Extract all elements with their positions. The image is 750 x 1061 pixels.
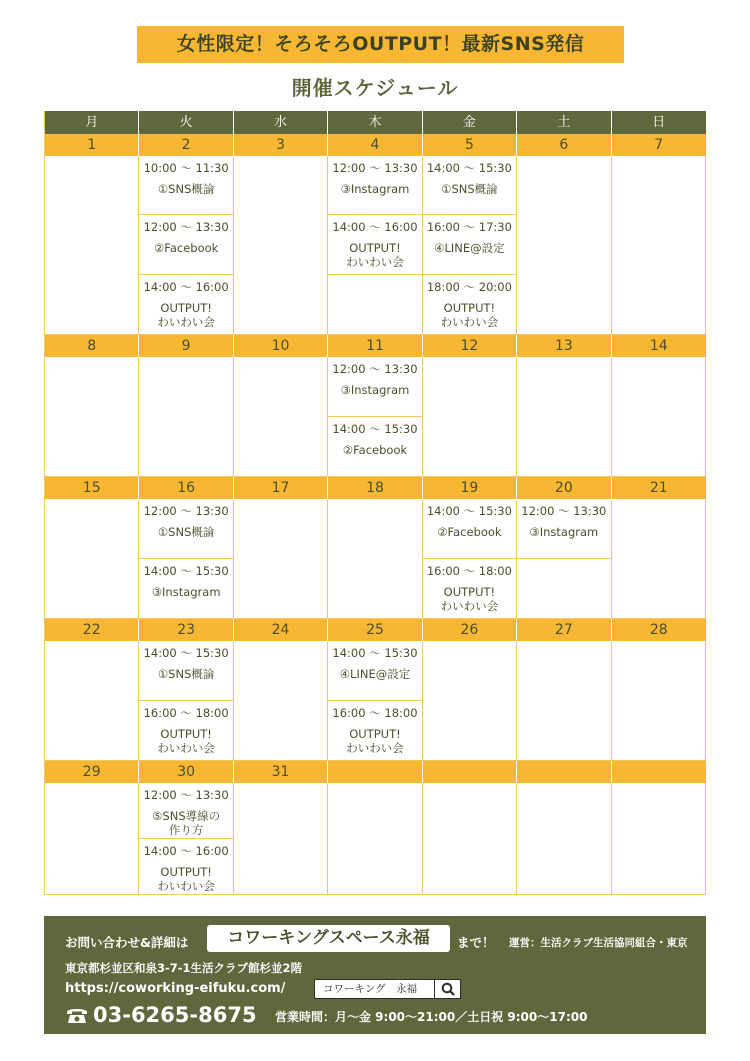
day-cell — [328, 357, 422, 476]
calendar-week — [45, 335, 706, 477]
session-title: ⑤SNS導線の 作り方 — [152, 809, 221, 837]
day-cell — [517, 357, 611, 476]
day-cell — [139, 357, 233, 476]
date-number: 14 — [649, 338, 668, 354]
session-title: OUTPUT! わいわい会 — [440, 584, 499, 613]
week-body — [45, 357, 706, 476]
date-number: 13 — [517, 335, 611, 357]
date-number — [328, 761, 422, 783]
weekday-label: 水 — [234, 111, 328, 134]
contact-prompt: お問い合わせ&詳細は — [65, 935, 189, 950]
calendar-week — [45, 477, 706, 619]
session-title: OUTPUT! わいわい会 — [440, 300, 499, 329]
day-cell — [328, 641, 422, 760]
day-cell — [328, 783, 422, 894]
week-body — [45, 156, 706, 334]
date-number: 29 — [45, 761, 139, 783]
session-time: 16:00 〜 18:00 — [332, 705, 418, 720]
day-cell — [139, 499, 233, 618]
space-name-box: コワーキングスペース永福 — [207, 925, 450, 952]
session-slot — [423, 156, 516, 215]
date-number: 7 — [654, 137, 664, 153]
day-cell — [423, 357, 517, 476]
date-number: 8 — [45, 335, 139, 357]
day-cell — [328, 499, 422, 618]
day-cell — [45, 499, 139, 618]
weekday-label: 火 — [139, 111, 233, 134]
session-title: ①SNS概論 — [157, 182, 215, 196]
session-slot — [423, 275, 516, 334]
session-time: 12:00 〜 13:30 — [332, 362, 418, 376]
week-body — [45, 499, 706, 618]
day-cell — [234, 783, 328, 894]
schedule-calendar — [44, 111, 706, 895]
day-cell — [517, 156, 611, 334]
phone-icon — [65, 1005, 89, 1025]
day-cell — [234, 357, 328, 476]
date-row — [45, 619, 706, 641]
schedule-heading: 開催スケジュール — [291, 76, 459, 100]
address-text: 東京都杉並区和泉3-7-1生活クラブ館杉並2階 — [65, 961, 303, 975]
day-cell — [612, 156, 706, 334]
day-cell — [45, 641, 139, 760]
session-time: 14:00 〜 15:30 — [143, 646, 229, 660]
date-number: 31 — [234, 761, 328, 783]
weekday-label: 土 — [517, 111, 611, 134]
day-cell — [612, 641, 706, 760]
weekday-label: 木 — [328, 111, 422, 134]
session-title: OUTPUT! わいわい会 — [157, 300, 215, 329]
date-number: 9 — [139, 335, 233, 357]
date-number: 21 — [649, 480, 668, 496]
session-title: ②Facebook — [153, 241, 219, 256]
title-banner: 女性限定！そろそろOUTPUT！最新SNS発信 — [137, 26, 624, 63]
search-box[interactable] — [314, 979, 461, 999]
day-cell — [612, 499, 706, 618]
date-number: 4 — [328, 134, 422, 156]
session-title: ③Instagram — [529, 525, 599, 539]
search-query: コワーキング 永福 — [323, 983, 418, 995]
date-number: 3 — [234, 134, 328, 156]
session-slot — [139, 215, 232, 274]
day-cell — [328, 156, 422, 334]
day-cell — [139, 641, 233, 760]
date-number: 30 — [139, 761, 233, 783]
session-time: 14:00 〜 16:00 — [143, 279, 229, 294]
date-number: 17 — [234, 477, 328, 499]
date-number: 5 — [423, 134, 517, 156]
session-slot — [423, 499, 516, 559]
session-title: ③Instagram — [151, 584, 221, 599]
session-title: ④LINE@設定 — [434, 241, 505, 256]
session-slot — [139, 839, 232, 894]
date-number: 11 — [328, 335, 422, 357]
calendar-week — [45, 619, 706, 761]
calendar-week — [45, 134, 706, 335]
session-time: 12:00 〜 13:30 — [143, 788, 229, 802]
session-time: 16:00 〜 18:00 — [426, 563, 512, 578]
weekday-label: 日 — [652, 115, 666, 130]
day-cell — [139, 156, 233, 334]
session-time: 12:00 〜 13:30 — [143, 504, 229, 518]
day-cell — [517, 783, 611, 894]
weekday-label: 金 — [423, 111, 517, 134]
session-time: 14:00 〜 15:30 — [332, 646, 418, 660]
session-slot — [328, 215, 421, 274]
session-time: 16:00 〜 18:00 — [143, 705, 229, 720]
day-cell — [45, 783, 139, 894]
day-cell — [423, 641, 517, 760]
contact-footer — [44, 916, 706, 1034]
session-title: OUTPUT! わいわい会 — [157, 864, 215, 893]
week-body — [45, 783, 706, 894]
date-number — [423, 761, 517, 783]
session-slot — [139, 499, 232, 559]
date-number: 10 — [234, 335, 328, 357]
contact-suffix: まで！ — [457, 935, 495, 950]
session-slot — [139, 783, 232, 839]
day-cell — [612, 783, 706, 894]
date-number: 26 — [423, 619, 517, 641]
session-time: 12:00 〜 13:30 — [143, 220, 229, 235]
session-slot — [328, 156, 421, 215]
date-number: 23 — [139, 619, 233, 641]
session-slot — [423, 559, 516, 619]
session-slot — [328, 357, 421, 417]
date-row — [45, 335, 706, 357]
session-title: ②Facebook — [342, 442, 408, 457]
date-number: 22 — [45, 619, 139, 641]
session-title: ③Instagram — [340, 383, 410, 397]
date-number: 25 — [328, 619, 422, 641]
day-cell — [517, 641, 611, 760]
date-number: 15 — [45, 477, 139, 499]
business-hours: 営業時間：月〜金 9:00〜21:00／土日祝 9:00〜17:00 — [275, 1010, 588, 1024]
date-number: 27 — [517, 619, 611, 641]
date-number: 18 — [328, 477, 422, 499]
session-slot — [139, 641, 232, 701]
date-number: 28 — [649, 622, 668, 638]
day-cell — [234, 499, 328, 618]
date-number: 12 — [423, 335, 517, 357]
weekday-header — [45, 111, 706, 134]
session-slot — [328, 701, 421, 761]
day-cell — [423, 499, 517, 618]
search-icon[interactable] — [434, 980, 460, 998]
date-row — [45, 134, 706, 156]
session-slot — [328, 641, 421, 701]
phone-number — [65, 1003, 257, 1027]
session-time: 12:00 〜 13:30 — [332, 161, 418, 175]
date-row — [45, 761, 706, 783]
session-time: 12:00 〜 13:30 — [521, 504, 607, 518]
day-cell — [45, 156, 139, 334]
session-slot — [139, 156, 232, 215]
session-slot — [328, 417, 421, 477]
date-number: 1 — [45, 134, 139, 156]
session-title: ①SNS概論 — [157, 667, 215, 681]
session-title: OUTPUT! わいわい会 — [346, 241, 404, 270]
calendar-week — [45, 761, 706, 895]
date-number: 19 — [423, 477, 517, 499]
session-slot — [517, 559, 610, 619]
day-cell — [45, 357, 139, 476]
week-body — [45, 641, 706, 760]
session-time: 14:00 〜 16:00 — [332, 220, 418, 235]
date-number — [517, 761, 611, 783]
day-cell — [234, 156, 328, 334]
website-url[interactable]: https://coworking-eifuku.com/ — [65, 981, 286, 996]
session-title: ④LINE@設定 — [339, 667, 411, 681]
date-number: 2 — [139, 134, 233, 156]
weekday-label: 月 — [45, 111, 139, 134]
day-cell — [612, 357, 706, 476]
session-slot — [139, 275, 232, 334]
session-time: 14:00 〜 15:30 — [426, 161, 512, 175]
session-time: 10:00 〜 11:30 — [143, 161, 229, 175]
session-slot — [139, 559, 232, 619]
session-time: 14:00 〜 15:30 — [332, 421, 418, 436]
session-title: OUTPUT! わいわい会 — [346, 726, 404, 755]
session-time: 16:00 〜 17:30 — [426, 220, 512, 235]
date-number: 20 — [517, 477, 611, 499]
day-cell — [234, 641, 328, 760]
session-time: 18:00 〜 20:00 — [426, 279, 512, 294]
operator-text: 運営：生活クラブ生活協同組合・東京 — [509, 937, 688, 949]
session-title: ①SNS概論 — [157, 525, 215, 539]
day-cell — [517, 499, 611, 618]
date-number — [612, 761, 706, 783]
day-cell — [423, 156, 517, 334]
session-title: ②Facebook — [437, 525, 502, 539]
session-time: 14:00 〜 15:30 — [143, 563, 229, 578]
day-cell — [139, 783, 233, 894]
day-cell — [423, 783, 517, 894]
session-slot — [139, 701, 232, 761]
session-title: ①SNS概論 — [441, 182, 498, 196]
session-slot — [423, 215, 516, 274]
session-slot — [328, 275, 421, 334]
session-time: 14:00 〜 16:00 — [143, 843, 229, 858]
phone-text: 03-6265-8675 — [93, 1003, 257, 1027]
date-number: 6 — [517, 134, 611, 156]
session-slot — [517, 499, 610, 559]
date-number: 16 — [139, 477, 233, 499]
session-title: OUTPUT! わいわい会 — [157, 726, 215, 755]
session-time: 14:00 〜 15:30 — [426, 504, 512, 518]
date-number: 24 — [234, 619, 328, 641]
date-row — [45, 477, 706, 499]
session-title: ③Instagram — [340, 182, 410, 196]
